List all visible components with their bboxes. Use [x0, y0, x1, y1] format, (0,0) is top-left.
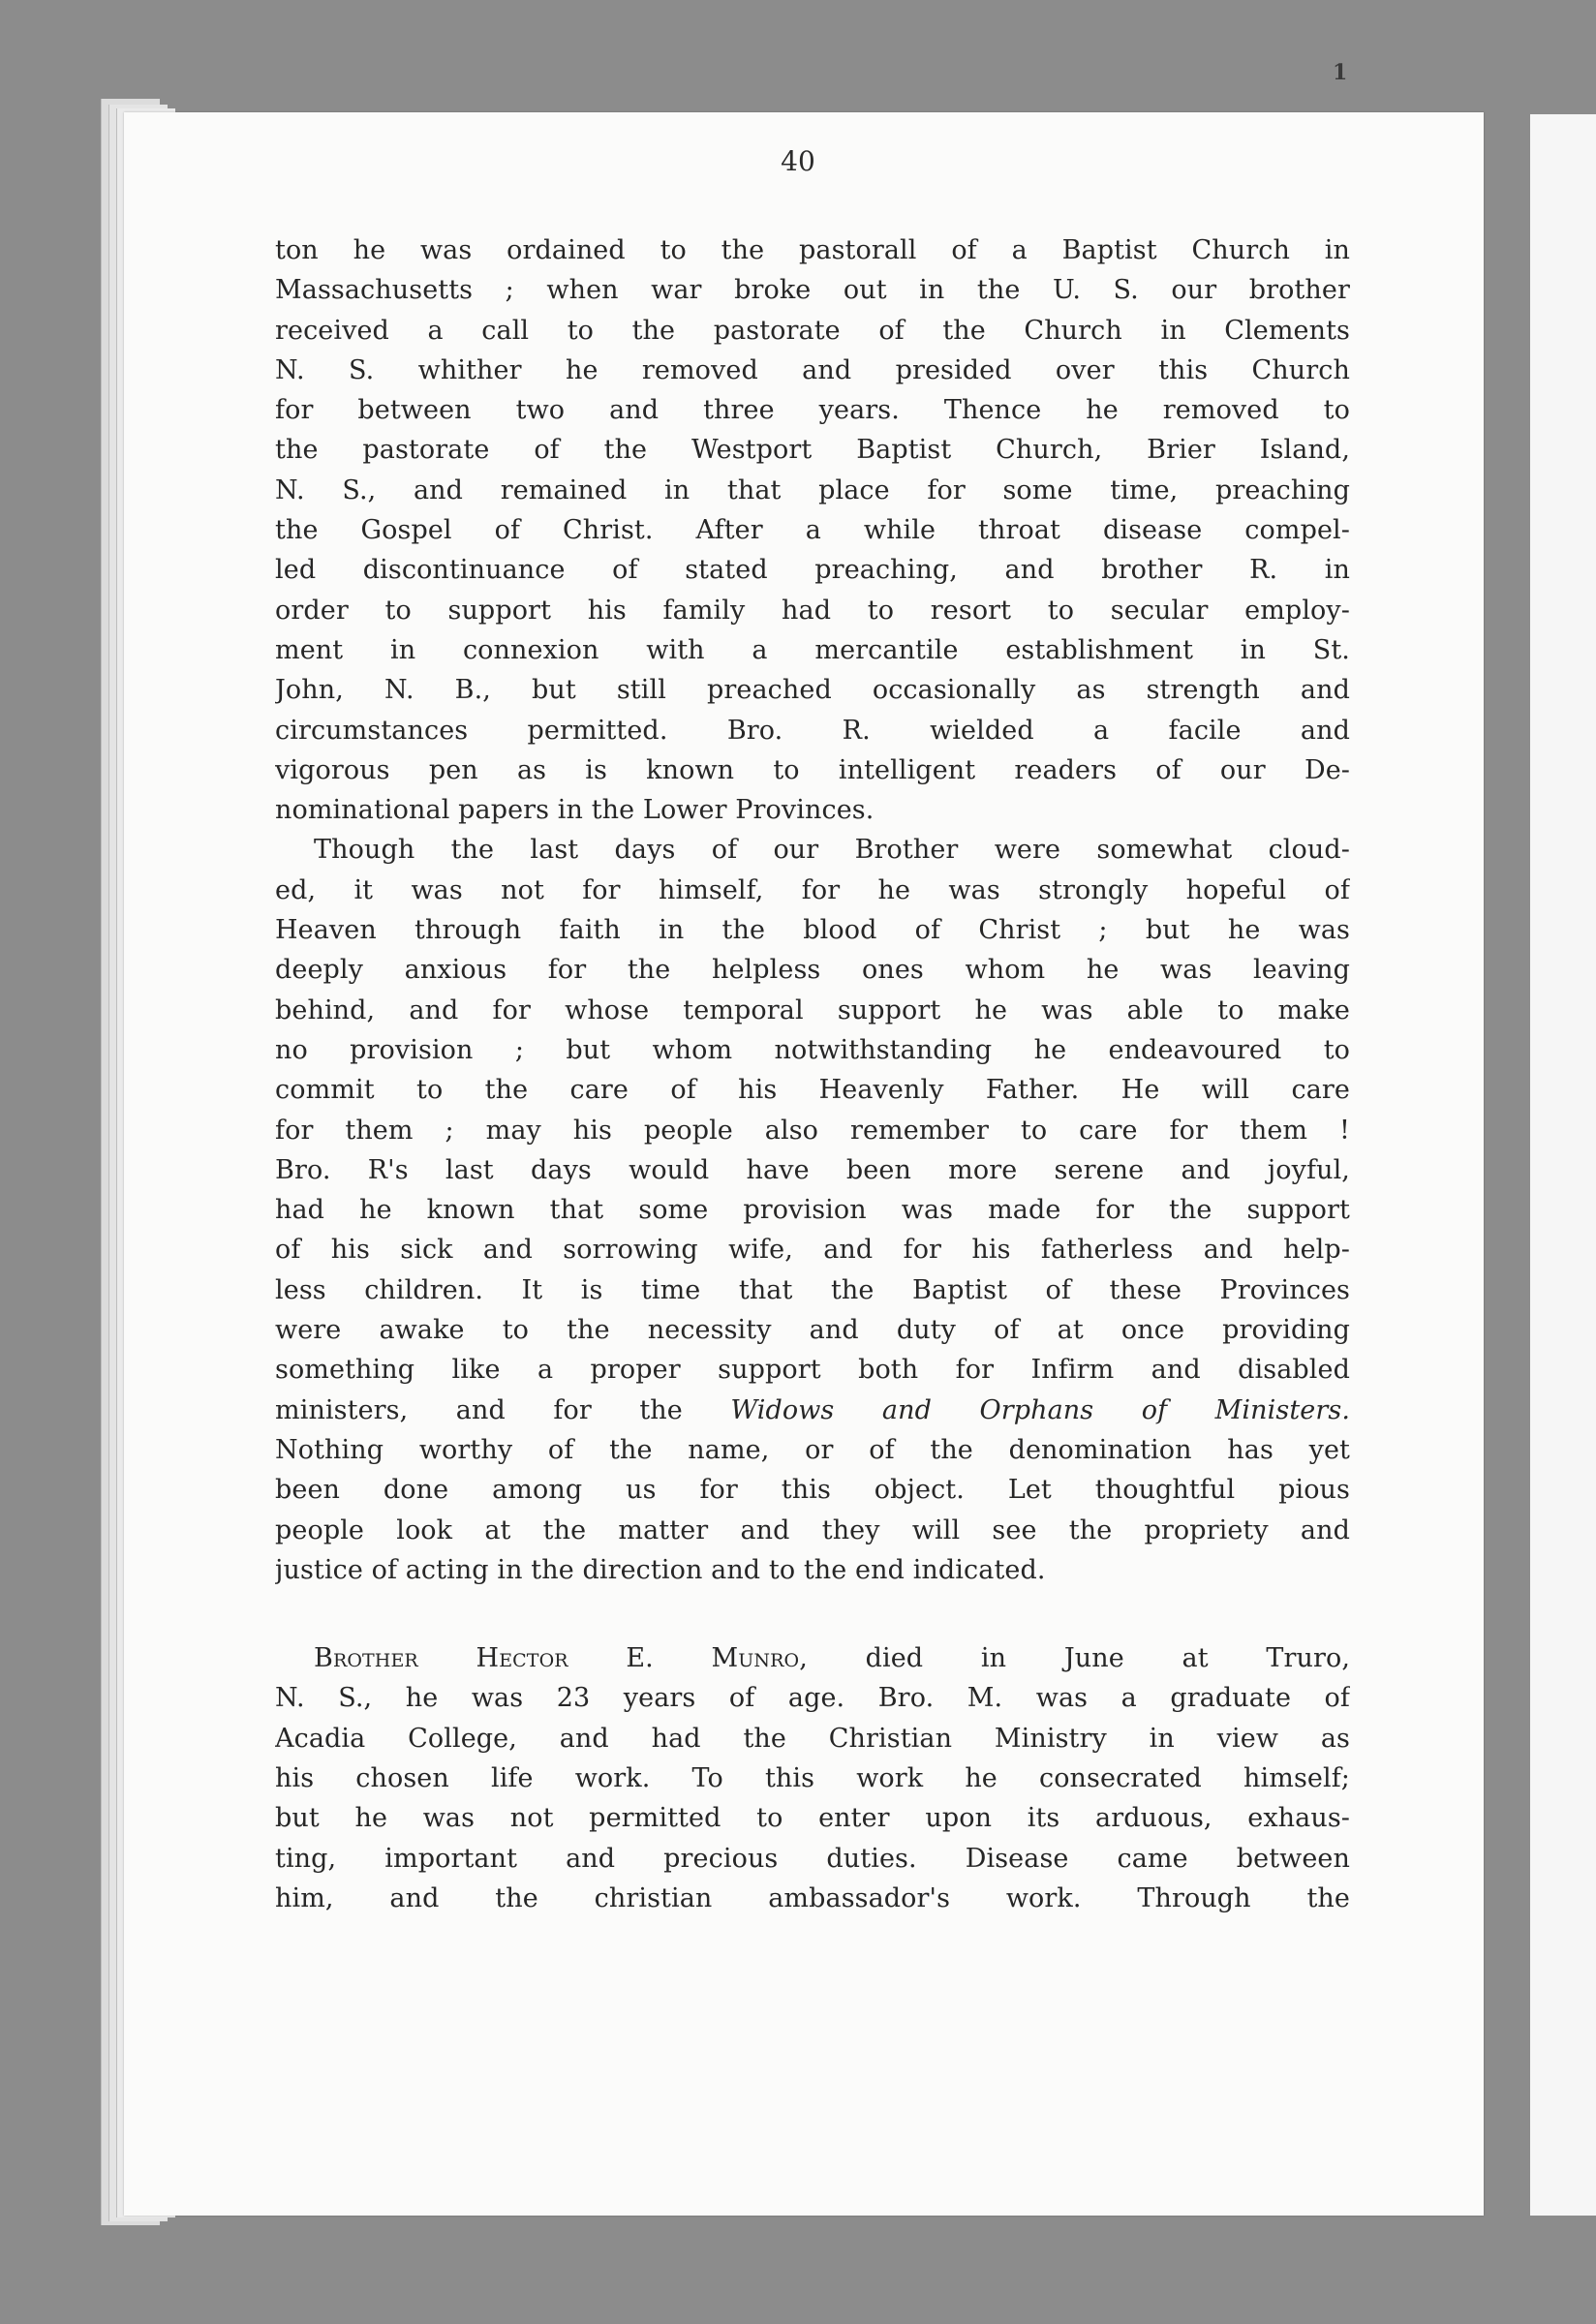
text-line: Massachusetts ; when war broke out in the U. S. our brother: [275, 275, 1350, 306]
text-line: for them ; may his people also remember to care for them !: [275, 1115, 1350, 1146]
text-line: of his sick and sorrowing wife, and for his fatherless and help-: [275, 1235, 1350, 1266]
text-line: his chosen life work. To this work he consecrated himself;: [275, 1762, 1350, 1793]
body-text: [275, 230, 1350, 1918]
text-line: deeply anxious for the helpless ones whom he was leaving: [275, 955, 1350, 986]
text-line: vigorous pen as is known to intelligent readers of our De-: [275, 754, 1350, 785]
text-line: [275, 1638, 1350, 1678]
text-run: died in June at Truro,: [807, 1643, 1350, 1674]
text-run: ministers, and for the: [275, 1394, 731, 1425]
text-line: justice of acting in the direction and to the end indicated.: [275, 1554, 1046, 1585]
text-line: N. S., he was 23 years of age. Bro. M. was a graduate of: [275, 1683, 1350, 1714]
italic-text-run: Widows and Orphans of Ministers.: [730, 1394, 1350, 1425]
text-line: order to support his family had to resort to secular employ-: [275, 595, 1350, 626]
text-line: were awake to the necessity and duty of at once providing: [275, 1315, 1350, 1346]
text-line: led discontinuance of stated preaching, and brother R. in: [275, 555, 1350, 586]
text-line: behind, and for whose temporal support he was able to make: [275, 994, 1350, 1025]
text-line: him, and the christian ambassador's work. Through the: [275, 1882, 1350, 1913]
paragraph-1: [275, 230, 1350, 830]
text-line: but he was not permitted to enter upon its arduous, exhaus-: [275, 1803, 1350, 1834]
text-line: had he known that some provision was made for the support: [275, 1195, 1350, 1226]
text-line: N. S., and remained in that place for some time, preaching: [275, 474, 1350, 505]
text-line: the pastorate of the Westport Baptist Church, Brier Island,: [275, 435, 1350, 466]
text-line: N. S. whither he removed and presided over this Church: [275, 354, 1350, 385]
text-line: Nothing worthy of the name, or of the denomination has yet: [275, 1434, 1350, 1465]
text-line: people look at the matter and they will see the propriety and: [275, 1514, 1350, 1545]
text-line: nominational papers in the Lower Provinces.: [275, 795, 875, 826]
paragraph-3: [275, 1638, 1350, 1918]
text-line: no provision ; but whom notwithstanding he endeavoured to: [275, 1034, 1350, 1065]
text-line: something like a proper support both for Infirm and disabled: [275, 1355, 1350, 1386]
text-line: John, N. B., but still preached occasionally as strength and: [275, 675, 1350, 706]
page-number: 40: [781, 145, 815, 177]
text-line: Though the last days of our Brother were somewhat cloud-: [314, 835, 1350, 866]
text-line: ting, important and precious duties. Disease came between: [275, 1843, 1350, 1874]
text-line: Bro. R's last days would have been more serene and joyful,: [275, 1154, 1350, 1185]
text-line: circumstances permitted. Bro. R. wielded a facile and: [275, 715, 1350, 746]
text-line: less children. It is time that the Baptist of these Provinces: [275, 1274, 1350, 1305]
paragraph-gap: [275, 1590, 1350, 1638]
text-line: ton he was ordained to the pastorall of a Baptist Church in: [275, 235, 1350, 265]
text-line: the Gospel of Christ. After a while throat disease compel-: [275, 515, 1350, 546]
obituary-name: Brother Hector E. Munro,: [314, 1643, 808, 1674]
text-line: received a call to the pastorate of the Church in Clements: [275, 315, 1350, 346]
text-line: Acadia College, and had the Christian Ministry in view as: [275, 1723, 1350, 1754]
text-line: Heaven through faith in the blood of Christ ; but he was: [275, 915, 1350, 946]
text-line: commit to the care of his Heavenly Father. He will care: [275, 1075, 1350, 1106]
text-line: for between two and three years. Thence he removed to: [275, 395, 1350, 426]
corner-mark: 1: [1333, 60, 1348, 85]
text-line: ment in connexion with a mercantile establishment in St.: [275, 634, 1350, 665]
text-line: [275, 1391, 1350, 1430]
text-line: been done among us for this object. Let thoughtful pious: [275, 1475, 1350, 1506]
paragraph-2: [275, 830, 1350, 1590]
facing-page-edge: [1530, 114, 1596, 2216]
text-line: ed, it was not for himself, for he was strongly hopeful of: [275, 874, 1350, 905]
